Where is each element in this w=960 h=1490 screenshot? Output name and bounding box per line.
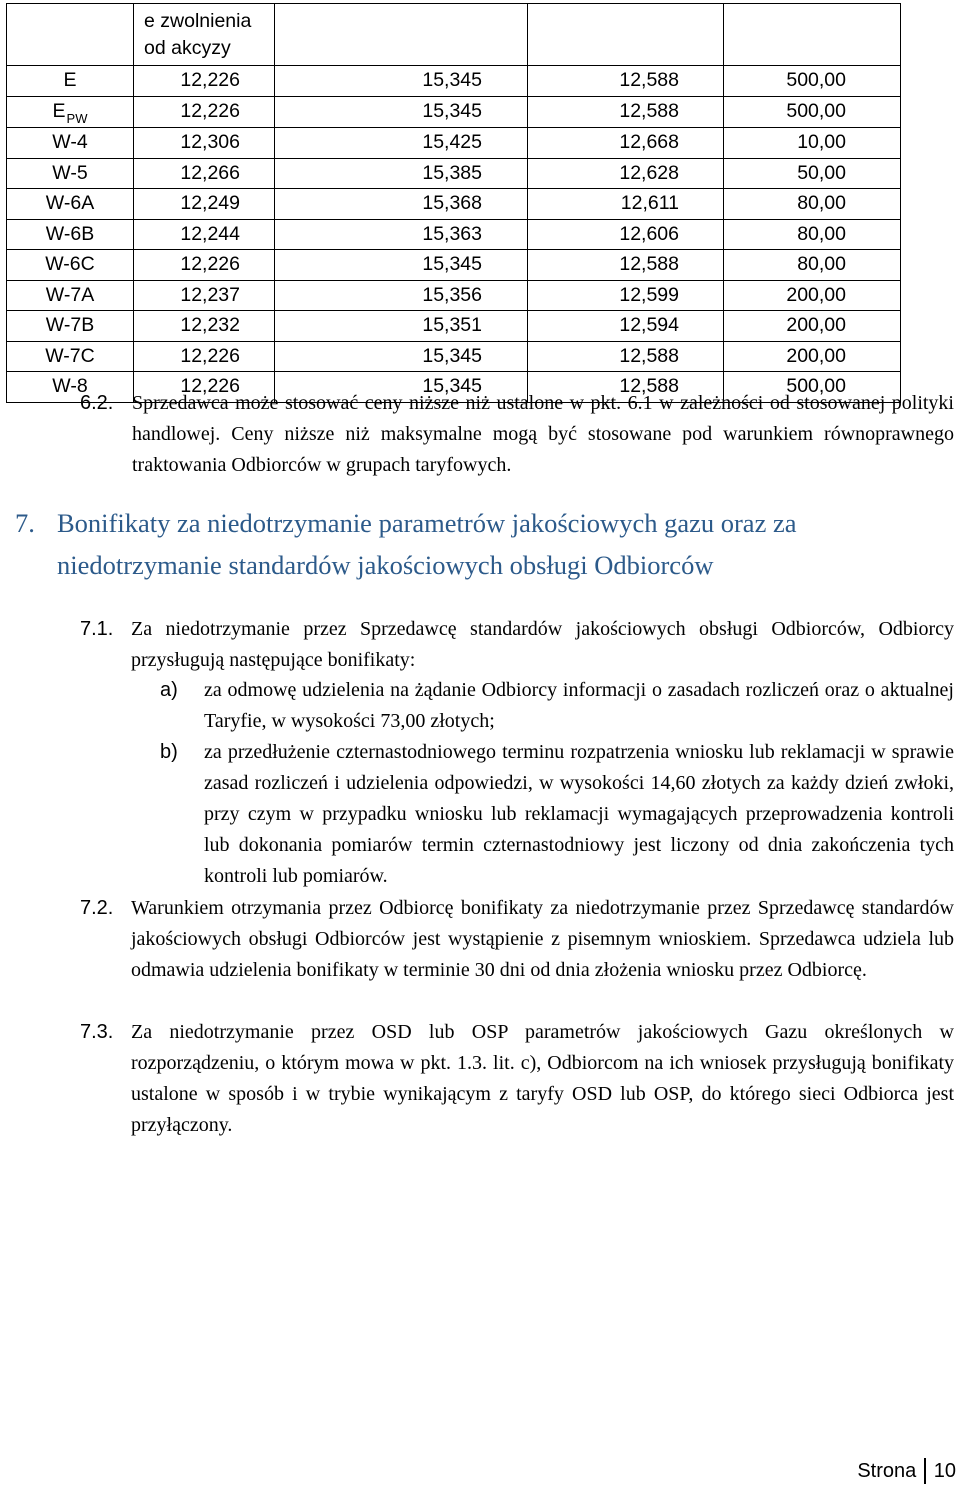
value-cell-c3: 12,588	[528, 66, 724, 97]
tariff-table	[6, 3, 901, 403]
table-row	[7, 250, 901, 281]
value-cell-c4: 200,00	[724, 311, 901, 342]
value-cell-c3: 12,611	[528, 189, 724, 220]
value-cell-c2: 15,356	[275, 280, 528, 311]
paragraph-label: 7.3.	[80, 1021, 114, 1043]
paragraph-label: 7.2.	[80, 897, 114, 919]
header-cell-empty	[724, 4, 901, 66]
paragraph-text: Za niedotrzymanie przez OSD lub OSP parametrów jakościowych Gazu określonych w rozporządzeniu, o którym mowa w pkt. 1.3. lit. c), Odbiorcom na ich wniosek przysługują bonifikaty ustalone w sposób i w trybie wynikającym z taryfy OSD lub OSP, do którego sieci Odbiorca jest przyłączony.	[131, 1021, 954, 1136]
list-item-label: b)	[160, 741, 178, 763]
tariff-group-cell	[7, 372, 134, 403]
tariff-group-label: E	[63, 69, 77, 91]
tariff-table-body	[7, 4, 901, 403]
value-cell-c4: 500,00	[724, 372, 901, 403]
paragraph-text: Za niedotrzymanie przez Sprzedawcę standardów jakościowych obsługi Odbiorców, Odbiorcy przysługują następujące bonifikaty:	[131, 618, 954, 671]
value-cell-c3: 12,588	[528, 96, 724, 128]
value-cell-c2: 15,351	[275, 311, 528, 342]
tariff-group-cell	[7, 250, 134, 281]
tariff-group-label: E	[52, 99, 66, 122]
list-item-text: za odmowę udzielenia na żądanie Odbiorcy informacji o zasadach rozliczeń oraz o aktualnej Taryfie, w wysokości 73,00 złotych;	[204, 679, 954, 732]
value-cell-c4: 500,00	[724, 66, 901, 97]
section-number: 7.	[15, 508, 35, 538]
tariff-group-cell	[7, 96, 134, 128]
header-cell-excise-exemption: e zwolnienia od akcyzy	[134, 4, 275, 66]
value-cell-c1: 12,266	[134, 158, 275, 189]
value-cell-c4: 80,00	[724, 219, 901, 250]
value-cell-c2: 15,385	[275, 158, 528, 189]
tariff-group-label: W-4	[52, 131, 88, 153]
tariff-group-cell	[7, 219, 134, 250]
tariff-group-label: W-6C	[45, 253, 95, 275]
table-row	[7, 189, 901, 220]
tariff-group-cell	[7, 66, 134, 97]
value-cell-c2: 15,345	[275, 96, 528, 128]
value-cell-c1: 12,226	[134, 96, 275, 128]
section-title: Bonifikaty za niedotrzymanie parametrów jakościowych gazu oraz za niedotrzymanie standardów jakościowych obsługi Odbiorców	[57, 508, 797, 580]
table-row	[7, 66, 901, 97]
table-row	[7, 311, 901, 342]
value-cell-c2: 15,363	[275, 219, 528, 250]
value-cell-c1: 12,249	[134, 189, 275, 220]
paragraph-text: Warunkiem otrzymania przez Odbiorcę bonifikaty za niedotrzymanie przez Sprzedawcę standardów jakościowych obsługi Odbiorców jest wystąpienie z pisemnym wnioskiem. Sprzedawca udziela lub odmawia udzielenia bonifikaty w terminie 30 dni od dnia złożenia wniosku przez Odbiorcę.	[131, 897, 954, 981]
value-cell-c1: 12,226	[134, 66, 275, 97]
value-cell-c4: 200,00	[724, 280, 901, 311]
value-cell-c3: 12,588	[528, 250, 724, 281]
header-cell-empty	[275, 4, 528, 66]
tariff-group-cell	[7, 280, 134, 311]
tariff-group-label: W-7A	[45, 283, 95, 306]
table-row	[7, 341, 901, 372]
value-cell-c3: 12,588	[528, 372, 724, 403]
tariff-group-cell	[7, 341, 134, 372]
value-cell-c4: 50,00	[724, 158, 901, 189]
value-cell-c4: 80,00	[724, 189, 901, 220]
list-item-text: za przedłużenie czternastodniowego terminu rozpatrzenia wniosku lub reklamacji w sprawie zasad rozliczeń i udzielenia odpowiedzi, w wysokości 14,60 złotych za każdy dzień zwłoki, przy czym w przypadku wniosku lub reklamacji wymagających przeprowadzenia kontroli lub dokonania pomiarów termin czternastodniowy jest liczony od dnia zakończenia tych kontroli lub pomiarów.	[204, 741, 954, 887]
value-cell-c3: 12,588	[528, 341, 724, 372]
value-cell-c1: 12,226	[134, 341, 275, 372]
tariff-group-subscript: PW	[66, 110, 88, 126]
page-footer	[857, 1458, 956, 1484]
table-header-row	[7, 4, 901, 66]
value-cell-c3: 12,668	[528, 128, 724, 159]
tariff-group-label: W-8	[52, 375, 88, 397]
paragraph-label: 7.1.	[80, 618, 114, 640]
paragraph-text: Sprzedawca może stosować ceny niższe niż ustalone w pkt. 6.1 w zależności od stosowanej polityki handlowej. Ceny niższe niż maksymalne mogą być stosowane pod warunkiem równoprawnego traktowania Odbiorców w grupach taryfowych.	[132, 392, 954, 476]
tariff-group-cell	[7, 189, 134, 220]
footer-divider	[924, 1458, 926, 1484]
paragraph-label: 6.2.	[80, 392, 114, 414]
value-cell-c2: 15,345	[275, 250, 528, 281]
value-cell-c1: 12,244	[134, 219, 275, 250]
value-cell-c4: 80,00	[724, 250, 901, 281]
value-cell-c4: 10,00	[724, 128, 901, 159]
tariff-group-label: W-6A	[45, 192, 95, 214]
header-cell-empty	[528, 4, 724, 66]
tariff-group-label: W-7B	[45, 314, 95, 336]
value-cell-c3: 12,628	[528, 158, 724, 189]
value-cell-c4: 200,00	[724, 341, 901, 372]
value-cell-c3: 12,594	[528, 311, 724, 342]
value-cell-c3: 12,606	[528, 219, 724, 250]
value-cell-c3: 12,599	[528, 280, 724, 311]
value-cell-c2: 15,345	[275, 341, 528, 372]
list-item-label: a)	[160, 679, 178, 701]
table-row	[7, 280, 901, 311]
value-cell-c1: 12,226	[134, 372, 275, 403]
value-cell-c2: 15,345	[275, 372, 528, 403]
table-row	[7, 96, 901, 128]
value-cell-c1: 12,306	[134, 128, 275, 159]
tariff-group-label: W-5	[52, 161, 88, 184]
table-row	[7, 128, 901, 159]
value-cell-c2: 15,425	[275, 128, 528, 159]
table-row	[7, 158, 901, 189]
header-cell-empty	[7, 4, 134, 66]
tariff-group-cell	[7, 158, 134, 189]
page-number: 10	[933, 1459, 956, 1482]
value-cell-c1: 12,232	[134, 311, 275, 342]
tariff-group-label: W-6B	[45, 222, 95, 245]
tariff-group-label: W-7C	[45, 344, 95, 367]
tariff-group-cell	[7, 311, 134, 342]
table-row	[7, 219, 901, 250]
value-cell-c2: 15,368	[275, 189, 528, 220]
tariff-group-cell	[7, 128, 134, 159]
value-cell-c4: 500,00	[724, 96, 901, 128]
value-cell-c1: 12,237	[134, 280, 275, 311]
value-cell-c2: 15,345	[275, 66, 528, 97]
value-cell-c1: 12,226	[134, 250, 275, 281]
page-label: Strona	[857, 1459, 917, 1482]
